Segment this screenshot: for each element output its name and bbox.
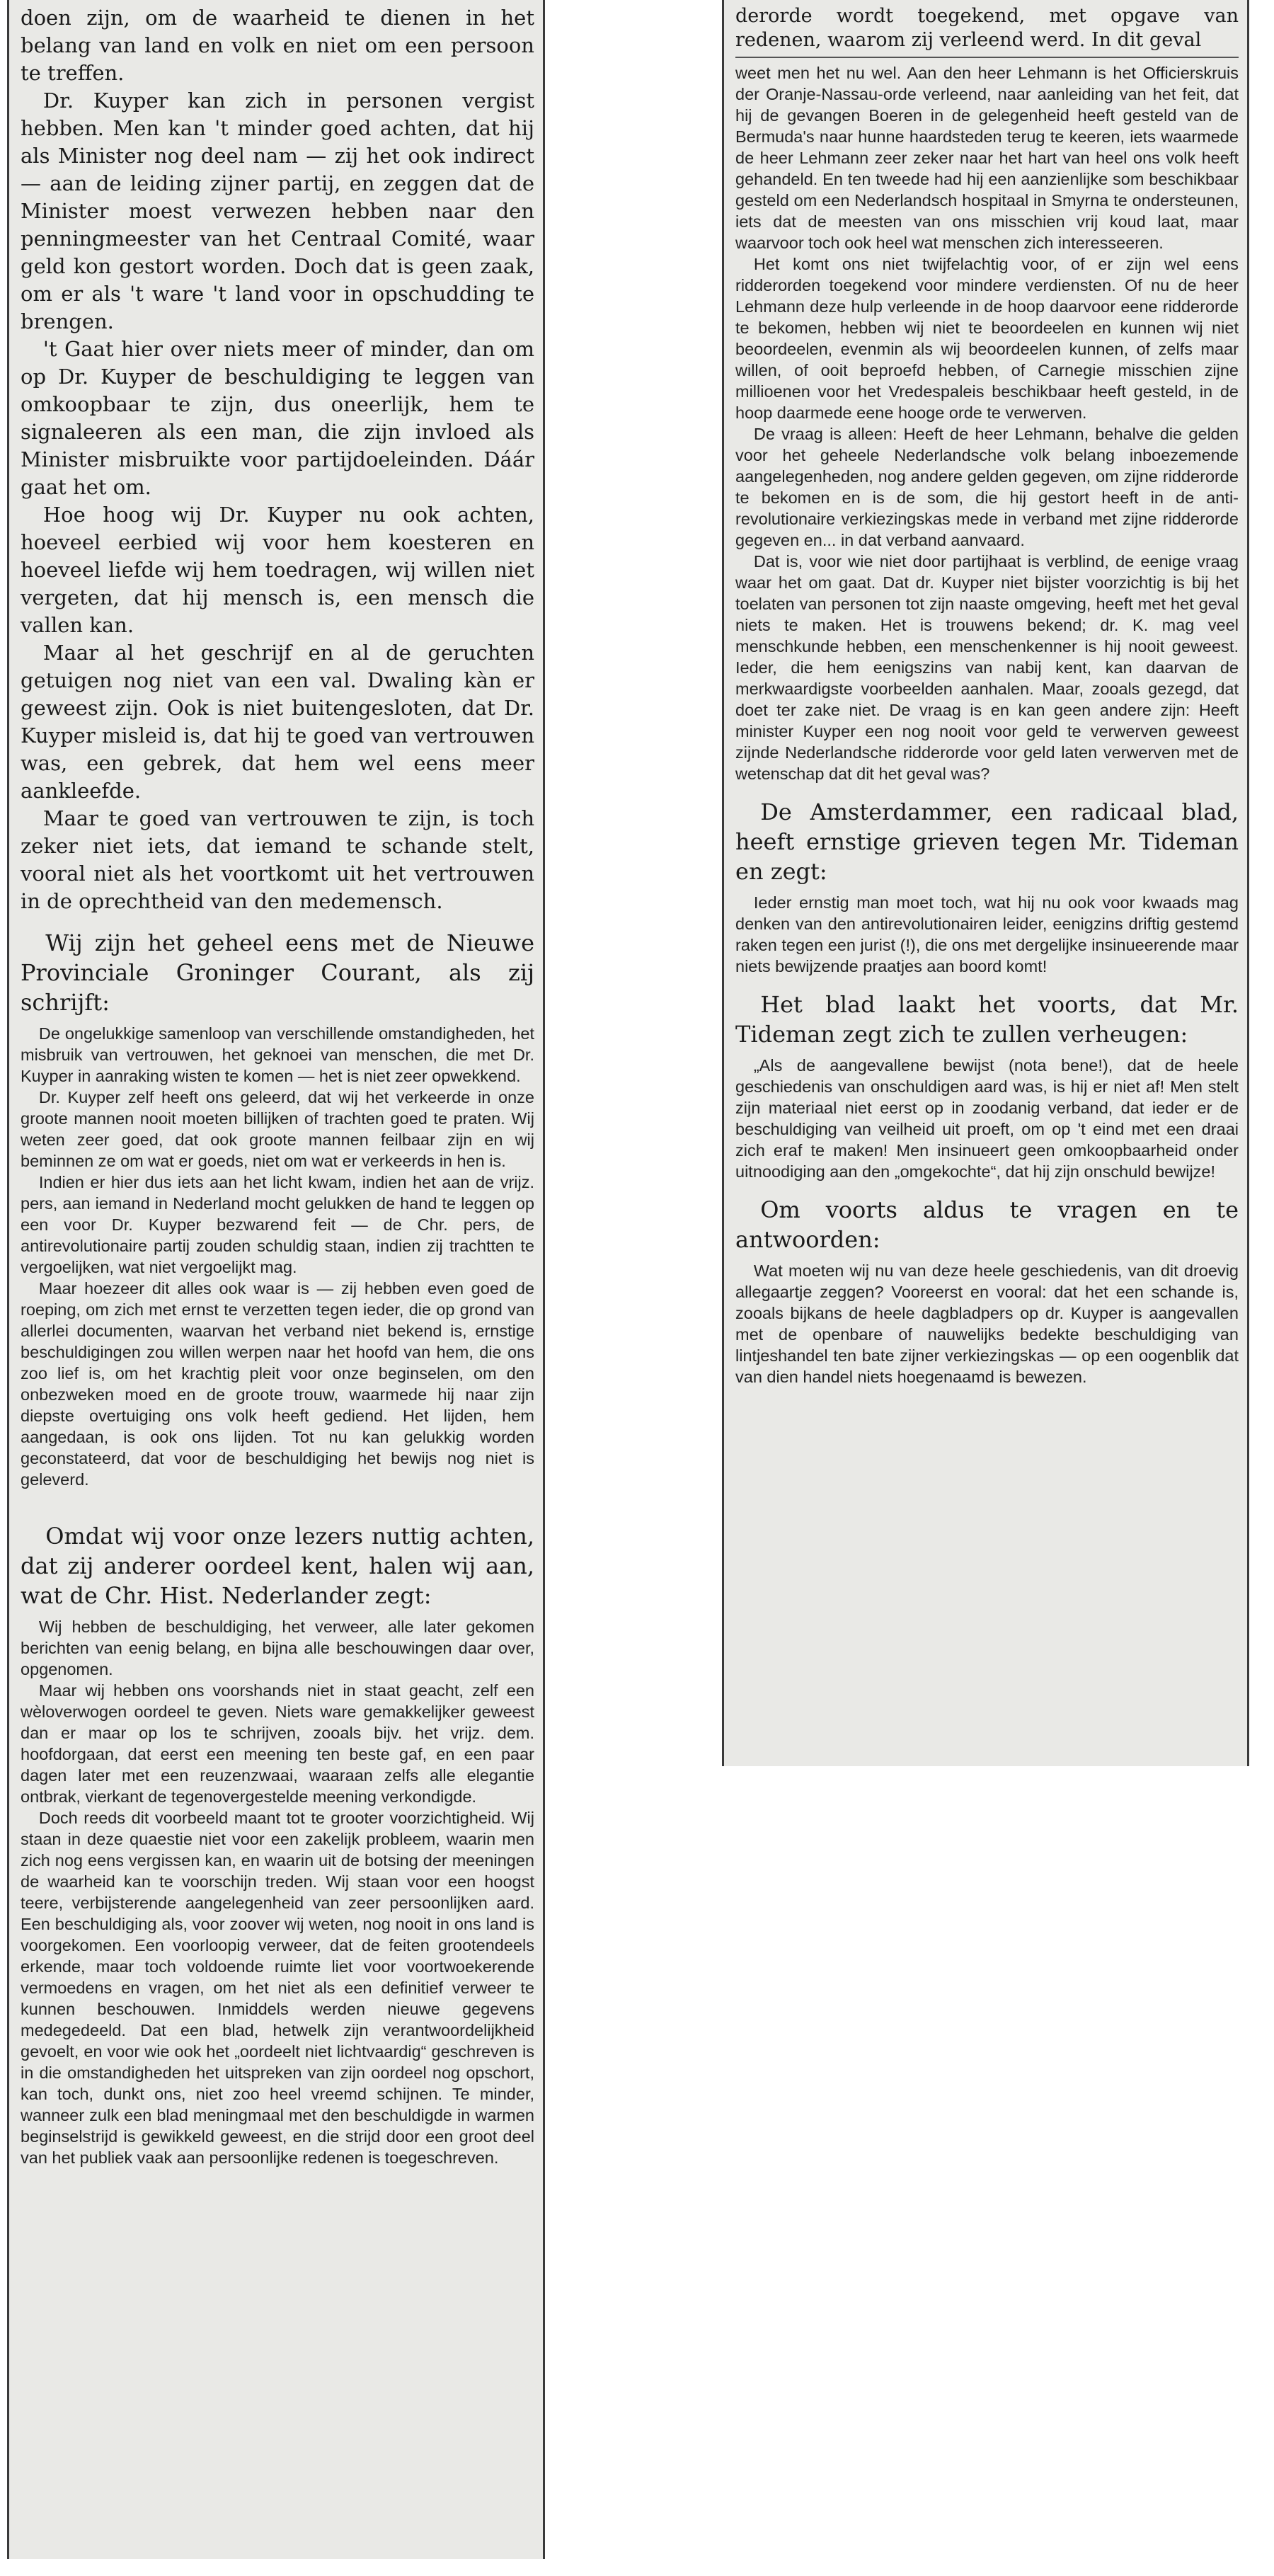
quoted-paragraph: Wij hebben de beschuldiging, het verweer, alle later gekomen berichten van eenig belang, en bijna alle beschouwingen daar over, opgenomen. [21, 1618, 534, 1678]
quoted-paragraph: weet men het nu wel. Aan den heer Lehmann is het Officierskruis der Oranje-Nassau-orde verleend, naar aanleiding van het feit, dat hij de gevangen Boeren in de gelegenheid heeft gesteld van de Bermuda's naar hunne haardsteden terug te keeren, iets waarmede de heer Lehmann zeer zeker naar het hart van heel ons volk heeft gehandeld. En ten tweede had hij een aanzienlijke som beschikbaar gesteld om een Nederlandsch hospitaal in Smyrna te ondersteunen, iets dat de meesten van ons misschien vrij koud laat, maar waarvoor toch ook heel wat menschen zich interesseeren. [735, 64, 1239, 252]
article-paragraph: Dr. Kuyper kan zich in personen vergist hebben. Men kan 't minder goed achten, dat hij als Minister nog deel nam — zij het ook indirect — aan de leiding zijner partij, en zeggen dat de Minister moest verwezen hebben naar den penningmeester van het Centraal Comité, waar geld kon gestort worden. Doch dat is geen zaak, om er als 't ware 't land voor in opschudding te brengen. [21, 88, 534, 333]
article-paragraph: 't Gaat hier over niets meer of minder, dan om op Dr. Kuyper de beschuldiging te leggen van omkoopbaar te zijn, dus oneerlijk, hem te signaleeren als een man, die zijn invloed als Minister misbruikte voor partijdoeleinden. Dáár gaat het om. [21, 337, 534, 499]
article-paragraph: Hoe hoog wij Dr. Kuyper nu ook achten, hoeveel eerbied wij voor hem koesteren en hoeveel liefde wij hem toedragen, wij willen niet vergeten, dat hij mensch is, een mensch die vallen kan. [21, 503, 534, 637]
quoted-paragraph: Dr. Kuyper zelf heeft ons geleerd, dat wij het verkeerde in onze groote mannen nooit moeten billijken of trachten goed te praten. Wij weten zeer goed, dat ook groote mannen feilbaar zijn en wij beminnen ze om wat er goeds, niet om wat er verkeerds in hen is. [21, 1088, 534, 1170]
quoted-paragraph: Wat moeten wij nu van deze heele geschiedenis, van dit droevig allegaartje zeggen? Vooreerst en vooral: dat het een schande is, zooals bijkans de heele dagbladpers op dr. Kuyper is aangevallen met de openbare of nauwelijks bedekte beschuldiging van lintjeshandel ten bate zijner verkiezingskas — op een oogenblik dat van dien handel niets hoegenaamd is bewezen. [735, 1261, 1239, 1386]
continued-header-text: derorde wordt toegekend, met opgave van redenen, waarom zij verleend werd. In dit geval [735, 5, 1239, 51]
quoted-paragraph: Ieder ernstig man moet toch, wat hij nu ook voor kwaads mag denken van den antirevolutionairen leider, eenigzins driftig gestemd raken tegen een jurist (!), die ons met dergelijke insinueerende maar niets bewijzende praatjes aan boord komt! [735, 893, 1239, 975]
quoted-paragraph: Maar hoezeer dit alles ook waar is — zij hebben even goed de roeping, om zich met ernst te verzetten tegen ieder, die op grond van allerlei documenten, waarvan het verband niet bekend is, ernstige beschuldigingen zou willen werpen naar het hoofd van hem, die ons zoo lief is, om het krachtig pleit voor onze beginselen, om den onbezweken moed en de groote trouw, waarmede hij naar zijn diepste overtuiging ons volk heeft gediend. Het lijden, hem aangedaan, is ook ons lijden. Tot nu kan gelukkig worden geconstateerd, dat voor de beschuldiging het bewijs nog niet is geleverd. [21, 1279, 534, 1489]
quoted-paragraph: Maar wij hebben ons voorshands niet in staat geacht, zelf een wèloverwogen oordeel te geven. Niets ware gemakkelijker geweest dan er maar op los te schrijven, zooals bijv. het vrijz. dem. hoofdorgaan, dat eerst een meening ten beste gaf, en een paar dagen later met een reuzenzwaai, waaraan zelfs alle elegantie ontbrak, vierkant de tegenovergestelde meening verkondigde. [21, 1681, 534, 1806]
quote-introduction: Omdat wij voor onze lezers nuttig achten, dat zij anderer oordeel kent, halen wij aan, wat de Chr. Hist. Nederlander zegt: [21, 1523, 534, 1609]
article-paragraph: Maar al het geschrijf en al de geruchten getuigen nog niet van een val. Dwaling kàn er geweest zijn. Ook is niet buitengesloten, dat Dr. Kuyper misleid is, dat hij te goed van vertrouwen was, een gebrek, dat hem wel eens meer aankleefde. [21, 641, 534, 803]
article-paragraph: doen zijn, om de waarheid te dienen in het belang van land en volk en niet om een persoon te treffen. [21, 6, 534, 85]
quoted-paragraph: Indien er hier dus iets aan het licht kwam, indien het aan de vrijz. pers, aan iemand in Nederland mocht gelukken de hand te leggen op een voor Dr. Kuyper bezwarend feit — de Chr. pers, de antirevolutionaire partij zouden schuldig staan, indien zij trachtten te vergoelijken, wat niet vergoelijkt mag. [21, 1173, 534, 1276]
quote-introduction: De Amsterdammer, een radicaal blad, heeft ernstige grieven tegen Mr. Tideman en zegt: [735, 798, 1239, 885]
quoted-paragraph: Dat is, voor wie niet door partijhaat is verblind, de eenige vraag waar het om gaat. Dat dr. Kuyper niet bijster voorzichtig is bij het toelaten van personen tot zijn naaste omgeving, heeft met het geval niets te maken. Het is trouwens bekend; dr. K. mag veel menschkunde hebben, een menschenkenner is hij nooit geweest. Ieder, die hem eenigszins van nabij kent, kan daarvan de merkwaardigste voorbeelden aanhalen. Maar, zooals gezegd, dat doet ter zake niet. De vraag is en kan geen andere zijn: Heeft minister Kuyper een nog nooit voor geld te verwerven geweest zijnde Nederlandsche ridderorde voor geld laten verwerven met de wetenschap dat dit het geval was? [735, 552, 1239, 783]
quoted-paragraph: De ongelukkige samenloop van verschillende omstandigheden, het misbruik van vertrouwen, het geknoei van menschen, die met Dr. Kuyper in aanraking wisten te komen — het is niet zeer opwekkend. [21, 1024, 534, 1085]
right-newspaper-clipping [722, 0, 1249, 1766]
right-column-text [724, 0, 1247, 1387]
quoted-paragraph: De vraag is alleen: Heeft de heer Lehmann, behalve die gelden voor het geheele Nederlandsche volk belang inboezemende aangelegenheden, nog andere gelden gegeven, om zijne ridderorde te bekomen en is de som, die hij gestort heeft in de anti-revolutionaire verkiezingskas mede in verband met zijne ridderorde gegeven en... in dat verband aanvaard. [735, 425, 1239, 549]
left-newspaper-clipping [7, 0, 545, 2559]
left-column-text [9, 0, 543, 2168]
quoted-paragraph: „Als de aangevallene bewijst (nota bene!), dat de heele geschiedenis van onschuldigen aard was, is hij er niet af! Men stelt zijn materiaal niet eerst op in zoodanig verband, dat ieder er de beschuldiging van veilheid uit proeft, om op 't eind met een draai zich eraf te maken! Men insinueert geen omkoopbaarheid onder uitnoodiging aan den „omgekochte“, dat hij zijn onschuld bewijze! [735, 1056, 1239, 1181]
article-paragraph: Maar te goed van vertrouwen te zijn, is toch zeker niet iets, dat iemand te schande stelt, vooral niet als het voortkomt uit het vertrouwen in de oprechtheid van den medemensch. [21, 806, 534, 913]
quoted-paragraph: Doch reeds dit voorbeeld maant tot te grooter voorzichtigheid. Wij staan in deze quaestie niet voor een zakelijk probleem, waarin men zich nog eens vergissen kan, en waarin uit de botsing der meeningen de waarheid kan te voorschijn treden. Wij staan voor een hoogst teere, verbijsterende aangelegenheid van zeer persoonlijken aard. Een beschuldiging als, voor zoover wij weten, nog nooit in ons land is voorgekomen. Een voorloopig verweer, dat de feiten grootendeels erkende, maar toch voldoende ruimte liet voor voortwoekerende vermoedens en vragen, om het niet als een definitief verweer te kunnen beschouwen. Inmiddels werden nieuwe gegevens medegedeeld. Dat een blad, hetwelk zijn verantwoordelijkheid gevoelt, en voor wie ook het „oordeelt niet lichtvaardig“ geschreven is in die omstandigheden het uitspreken van zijn oordeel nog opschort, kan toch, dunkt ons, niet zoo heel vreemd schijnen. Te minder, wanneer zulk een blad meningmaal met den beschuldigde in warmen beginselstrijd is gewikkeld geweest, en die strijd door een groot deel van het publiek vaak aan persoonlijke redenen is toegeschreven. [21, 1809, 534, 2167]
quote-introduction: Het blad laakt het voorts, dat Mr. Tideman zegt zich te zullen verheugen: [735, 991, 1239, 1048]
quoted-paragraph: Het komt ons niet twijfelachtig voor, of er zijn wel eens ridderorden toegekend voor mindere verdiensten. Of nu de heer Lehmann deze hulp verleende in de hoop daarvoor eene ridderorde te bekomen, hebben wij niet te beoordeelen en kunnen wij niet beoordeelen, evenmin als wij beoordeelen kunnen, of zelfs maar willen, of ooit beproefd hebben, of Carnegie misschien zijne millioenen voor het Vredespaleis beschikbaar heeft gesteld, in de hoop daarmede eene hooge orde te verwerven. [735, 255, 1239, 422]
quote-introduction: Om voorts aldus te vragen en te antwoorden: [735, 1196, 1239, 1253]
quote-introduction: Wij zijn het geheel eens met de Nieuwe Provinciale Groninger Courant, als zij schrijft: [21, 929, 534, 1016]
clipping-divider [735, 57, 1239, 58]
